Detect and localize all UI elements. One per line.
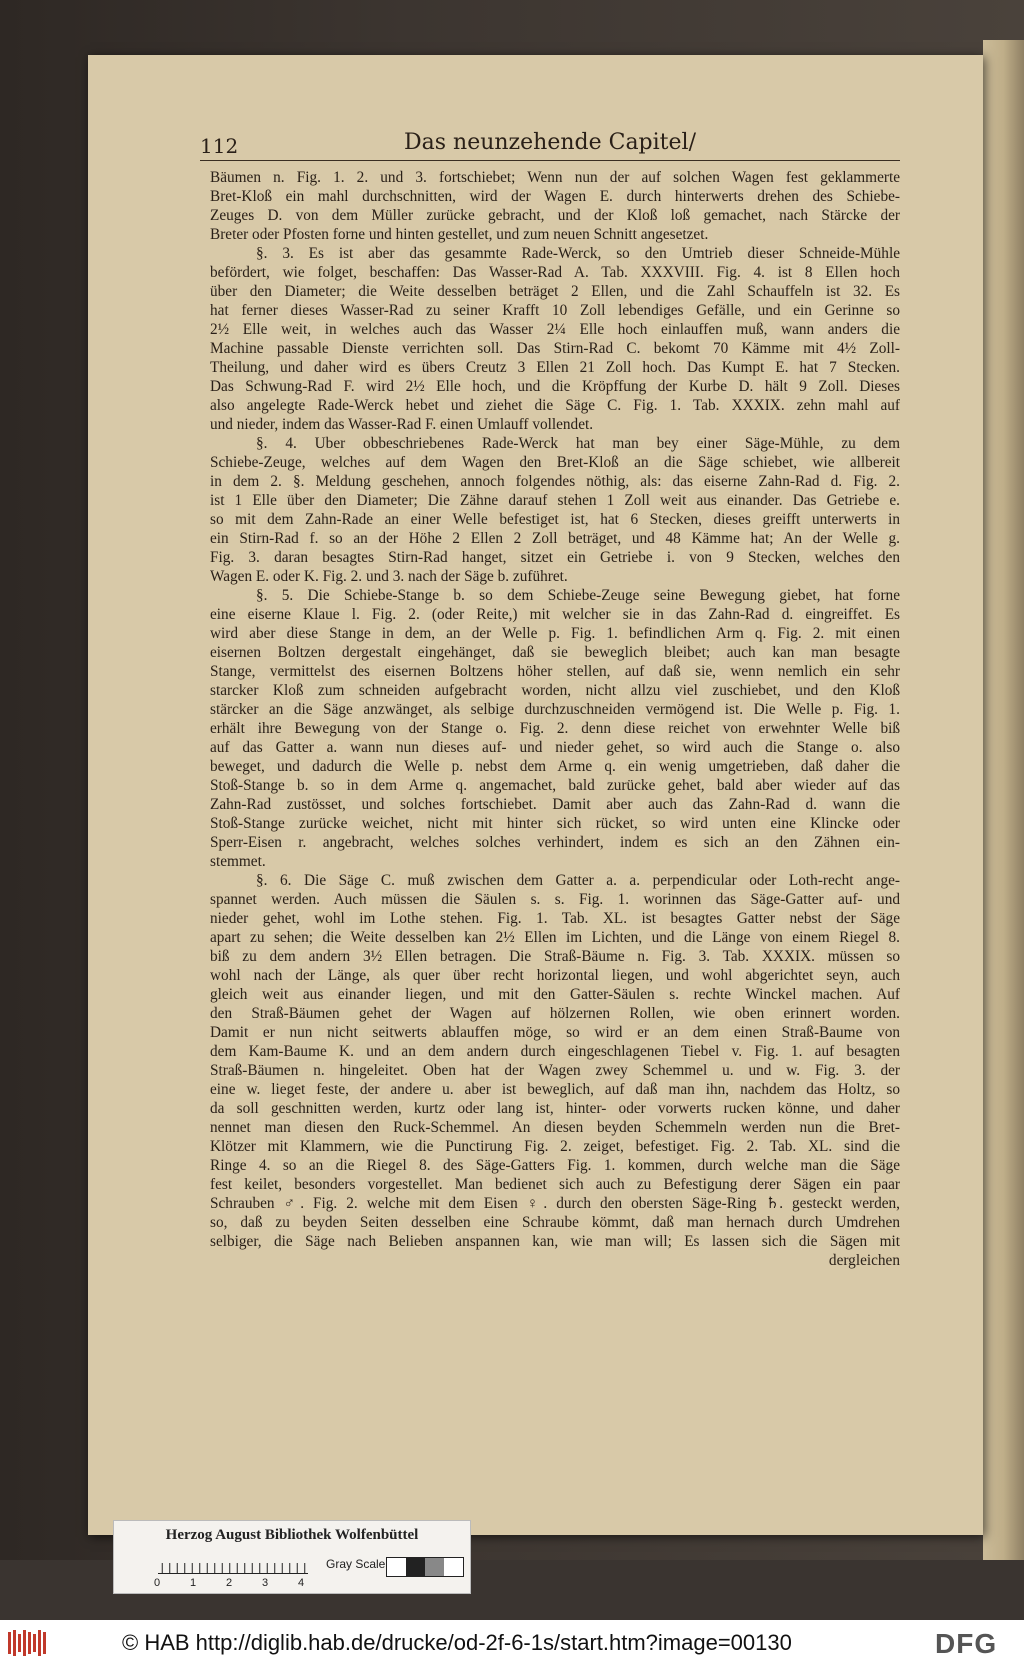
footer-bar bbox=[0, 1620, 1024, 1667]
text-line: da soll geschnitten werden, kurtz oder lang ist, hinter- oder vorwerts rucken könne, und daher bbox=[210, 1100, 900, 1117]
text-line: §. 5. Die Schiebe-Stange b. so dem Schiebe-Zeuge seine Bewegung giebet, hat forne bbox=[256, 587, 900, 604]
text-line: Schrauben ♂. Fig. 2. welche mit dem Eisen ♀. durch den obersten Säge-Ring ♄. gesteckt werden, bbox=[210, 1195, 900, 1212]
dfg-logo: DFG bbox=[935, 1628, 998, 1659]
text-line: nennet man diesen den Ruck-Schemmel. An diesen beyden Schemmeln werden nun die Bret- bbox=[210, 1119, 900, 1136]
text-line: nieder gehet, wohl im Lothe stehen. Fig. 1. Tab. XL. ist besagtes Gatter nebst der Säge bbox=[210, 910, 900, 927]
text-line: Fig. 3. daran besagtes Stirn-Rad hanget, sitzet ein Getriebe i. von 9 Stecken, welches den bbox=[210, 549, 900, 566]
text-line: ist 1 Elle über den Diameter; Die Zähne darauf stehen 1 Zoll weit aus einander. Das Getriebe e. bbox=[210, 492, 900, 509]
text-line: befördert, wie folget, beschaffen: Das Wasser-Rad A. Tab. XXXVIII. Fig. 4. ist 8 Ellen hoch bbox=[210, 264, 900, 281]
text-line: über den Diameter; die Weite desselben beträget 2 Ellen, und die Zahl Schauffeln ist 32. Es bbox=[210, 283, 900, 300]
text-line: gleich weit aus einander liegen, und mit den Gatter-Säulen s. rechte Winckel machen. Auf bbox=[210, 986, 900, 1003]
text-line: Machine passable Dienste verrichten soll. Das Stirn-Rad C. bekomt 70 Kämme mit 4½ Zoll- bbox=[210, 340, 900, 357]
text-line: Damit er nun nicht seitwerts ablauffen möge, so wird er an dem einen Straß-Baume von bbox=[210, 1024, 900, 1041]
text-line: Schiebe-Zeuge, welches auf dem Wagen den Bret-Kloß an die Säge schiebet, wie allbereit bbox=[210, 454, 900, 471]
page-header bbox=[200, 128, 900, 161]
text-line: Klötzer mit Klammern, wie die Punctirung Fig. 2. zeiget, befestiget. Fig. 2. Tab. XL. sind die bbox=[210, 1138, 900, 1155]
text-line: 2½ Elle weit, in welches auch das Wasser 2¼ Elle hoch einlauffen muß, wann anders die bbox=[210, 321, 900, 338]
ruler-number: 1 bbox=[190, 1577, 197, 1589]
scale-ruler bbox=[158, 1553, 308, 1574]
text-line: also angelegte Rade-Werck hebet und ziehet die Säge C. Fig. 1. Tab. XXXIX. zehn mahl auf bbox=[210, 397, 900, 414]
text-line: auf das Gatter a. wann nun dieses auf- und nieder gehet, so wird auch die Stange o. also bbox=[210, 739, 900, 756]
text-line: Ringe 4. so an die Riegel 8. des Säge-Gatters Fig. 1. kommen, durch welche man die Säge bbox=[210, 1157, 900, 1174]
text-line: erhält ihre Bewegung von der Stange o. Fig. 2. denn diese reichet von erwehnter Welle biß bbox=[210, 720, 900, 737]
text-line: fest keilet, besonders vorgestellet. Man bedienet sich auch zu Befestigung derer Sägen ein paar bbox=[210, 1176, 900, 1193]
text-line: in dem 2. §. Meldung geschehen, annoch folgendes nöthig, als: das eiserne Zahn-Rad d. Fig. 2. bbox=[210, 473, 900, 490]
text-line: starcker Kloß zum schneiden aufgebracht worden, nicht allzu viel zuschiebet, und den Kloß bbox=[210, 682, 900, 699]
text-line: Das Schwung-Rad F. wird 2½ Elle hoch, und die Kröpffung der Kurbe D. hält 9 Zoll. Dieses bbox=[210, 378, 900, 395]
text-line: Stoß-Stange b. so in dem Arme q. angemachet, bald zurücke gehet, bald aber wieder auf das bbox=[210, 777, 900, 794]
text-line: §. 3. Es ist aber das gesammte Rade-Werck, so den Umtrieb dieser Schneide-Mühle bbox=[256, 245, 900, 262]
text-line: und nieder, indem das Wasser-Rad F. einen Umlauff vollendet. bbox=[210, 416, 594, 433]
text-line: so mit dem Zahn-Rade an einer Welle befestiget ist, hat 6 Stecken, dieses greifft unterwerts in bbox=[210, 511, 900, 528]
ruler-number: 4 bbox=[298, 1577, 305, 1589]
body-text bbox=[210, 168, 900, 1270]
text-line: beweget, und dadurch die Welle p. nebst dem Arme q. ein wenig umgetrieben, daß daher die bbox=[210, 758, 900, 775]
text-line: Stoß-Stange zurücke weichet, nicht mit hinter sich rücket, so wird unten eine Klincke oder bbox=[210, 815, 900, 832]
text-line: wohl nach der Länge, als quer über recht horizontal liegen, und wohl abgerichtet seyn, auch bbox=[210, 967, 900, 984]
text-line: Zeuges D. von dem Müller zurücke gebracht, und der Kloß loß gemachet, nach Stärcke der bbox=[210, 207, 900, 224]
text-line: eine w. lieget feste, der andere u. aber ist beweglich, auf daß man ihn, nachdem das Holtz, so bbox=[210, 1081, 900, 1098]
credit-link[interactable]: © HAB http://diglib.hab.de/drucke/od-2f-6-1s/start.htm?image=00130 bbox=[122, 1630, 792, 1655]
text-line: so, daß zu beyden Seiten desselben eine Schraube kömmt, daß man hernach durch Umdrehen bbox=[210, 1214, 900, 1231]
text-line: biß zu dem andern 3½ Ellen betragen. Die Straß-Bäume n. Fig. 3. Tab. XXXIX. müssen so bbox=[210, 948, 900, 965]
text-line: stemmet. bbox=[210, 853, 266, 870]
library-name: Herzog August Bibliothek Wolfenbüttel bbox=[165, 1527, 419, 1543]
text-line: spannet werden. Auch müssen die Säulen s. s. Fig. 1. worinnen das Säge-Gatter auf- und bbox=[210, 891, 900, 908]
text-line: Stange, vermittelst des eisernen Boltzens höher stellen, auf daß sie, wenn nemlich ein sehr bbox=[210, 663, 900, 680]
reference-card bbox=[113, 1520, 471, 1594]
ruler-number: 2 bbox=[226, 1577, 233, 1589]
text-line: ein Stirn-Rad f. so an der Höhe 2 Ellen 2 Zoll beträget, und 48 Kämme hat; An der Welle g. bbox=[210, 530, 900, 547]
text-line: apart zu sehen; die Weite desselben kan 2½ Ellen im Lichten, und die Länge von einem Riegel 8. bbox=[210, 929, 900, 946]
text-line: Sperr-Eisen r. angebracht, welches solches verhindert, indem es sich an den Zähnen ein- bbox=[210, 834, 900, 851]
text-line: Straß-Bäumen n. hingeleitet. Oben hat der Wagen zwey Schemmel u. und w. Fig. 3. der bbox=[210, 1062, 900, 1079]
text-line: hat ferner dieses Wasser-Rad zu seiner Krafft 10 Zoll lebendiges Gefälle, und ein Gerinne so bbox=[210, 302, 900, 319]
text-line: Zahn-Rad zustösset, und solches fortschiebet. Damit aber auch das Zahn-Rad d. wann die bbox=[210, 796, 900, 813]
ruler-number: 3 bbox=[262, 1577, 269, 1589]
text-line: Wagen E. oder K. Fig. 2. und 3. nach der Säge b. zuführet. bbox=[210, 568, 568, 585]
hab-logo-icon bbox=[6, 1628, 48, 1658]
ruler-number: 0 bbox=[154, 1577, 161, 1589]
text-line: dem Kam-Baume K. und an dem andern durch eingeschlagenen Tiebel v. Fig. 1. auf besagten bbox=[210, 1043, 900, 1060]
grayscale-swatches bbox=[386, 1557, 464, 1577]
grayscale-label: Gray Scale bbox=[326, 1557, 386, 1571]
text-line: §. 6. Die Säge C. muß zwischen dem Gatter a. a. perpendicular oder Loth-recht ange- bbox=[256, 872, 900, 889]
text-line: den Straß-Bäumen gehet der Wagen auf hölzernen Rollen, wie oben erinnert worden. bbox=[210, 1005, 900, 1022]
text-line: Breter oder Pfosten forne und hinten gestellet, und zum neuen Schnitt angesetzet. bbox=[210, 226, 709, 243]
text-line: §. 4. Uber obbeschriebenes Rade-Werck hat man bey einer Säge-Mühle, zu dem bbox=[256, 435, 900, 452]
text-line: wird aber diese Stange in dem, an der Welle p. Fig. 1. befindlichen Arm q. Fig. 2. mit einen bbox=[210, 625, 900, 642]
text-line: Theilung, und daher wird es übers Creutz 3 Ellen 21 Zoll hoch. Das Kumpt E. hat 7 Stecken. bbox=[210, 359, 900, 376]
text-line: eisernen Boltzen dergestalt eingehänget, daß sie beweglich bleibet; auch kan man besagte bbox=[210, 644, 900, 661]
running-head: Das neunzehende Capitel/ bbox=[403, 130, 696, 155]
text-line: eine eiserne Klaue l. Fig. 2. (oder Reite,) mit welcher sie in das Zahn-Rad d. eingreiffet. Es bbox=[210, 606, 900, 623]
text-line: selbiger, die Säge nach Belieben anspannen kan, wie man will; Es lassen sich die Sägen mit bbox=[210, 1233, 900, 1250]
facing-page-edge bbox=[983, 40, 1024, 1560]
text-line: dergleichen bbox=[828, 1252, 900, 1269]
text-line: Bäumen n. Fig. 1. 2. und 3. fortschiebet; Wenn nun der auf solchen Wagen fest geklammerte bbox=[210, 169, 900, 186]
ruler-numbers bbox=[154, 1577, 314, 1591]
text-line: Bret-Kloß ein mahl durchschnitten, wird der Wagen E. durch hinterwerts drehen des Schiebe- bbox=[210, 188, 900, 205]
text-line: stärcker an die Säge anzwänget, als selbige durchzuschneiden vermögend ist. Die Welle p. Fig. 1. bbox=[210, 701, 900, 718]
page-number: 112 bbox=[200, 134, 239, 158]
